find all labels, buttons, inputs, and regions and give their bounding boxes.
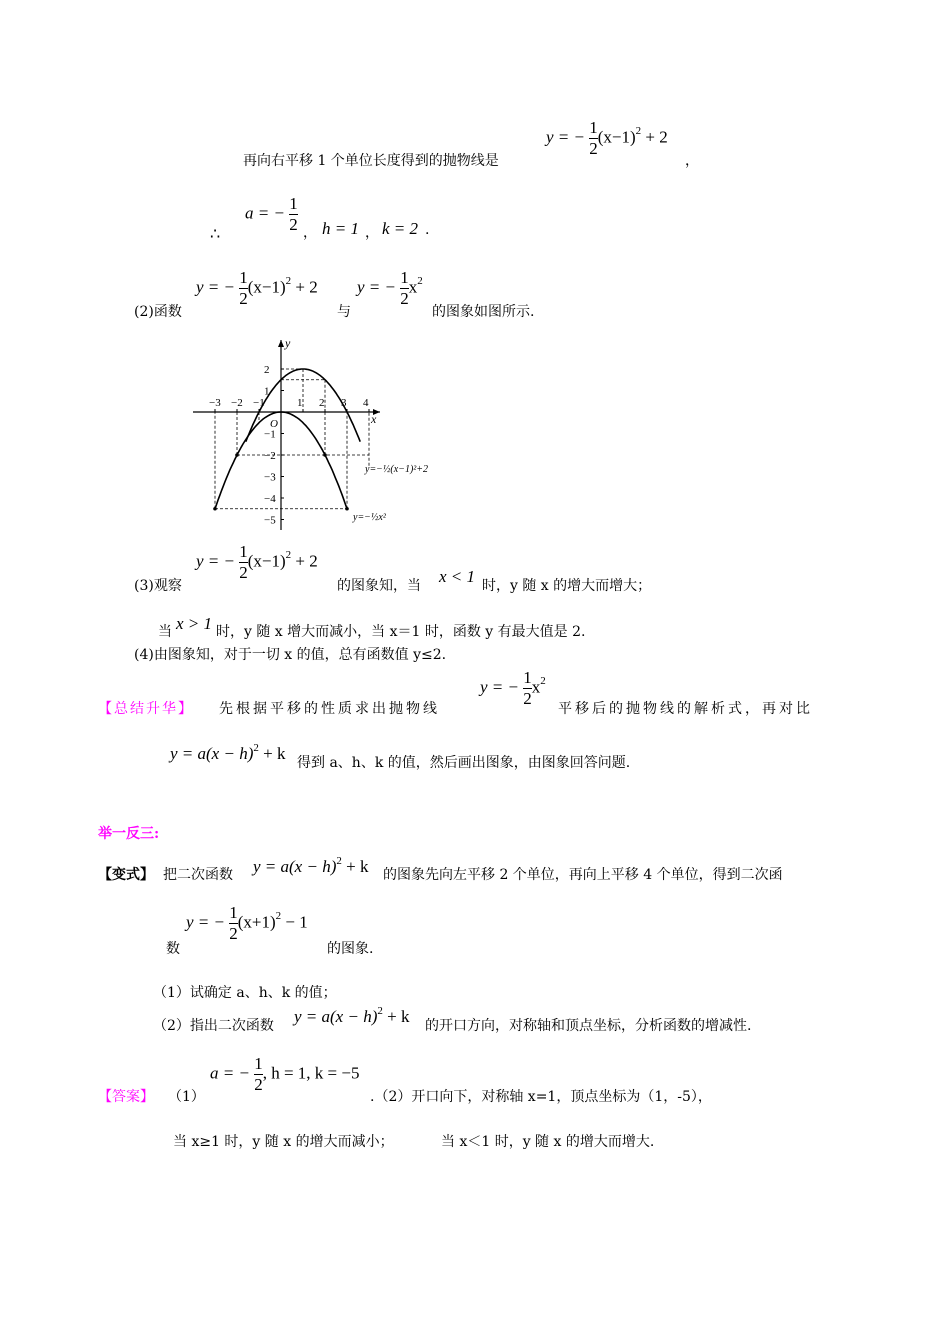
part3b-text: 时，y 随 x 增大而减小，当 x＝1 时，函数 y 有最大值是 2. xyxy=(216,624,586,640)
summary-den: 2 xyxy=(523,689,532,708)
line1-exp: 2 xyxy=(635,125,642,138)
part3-mid: 的图象知，当 xyxy=(337,578,421,594)
y-tick-label-3: −2 xyxy=(264,450,276,462)
answer-line2a: 当 x≥1 时，y 随 x 的增大而减小； xyxy=(173,1134,394,1150)
summary-num: 1 xyxy=(523,668,532,687)
therefore-symbol: ∴ xyxy=(210,224,221,243)
question-2-prefix: （2）指出二次函数 xyxy=(153,1018,274,1034)
question-2-suffix: 的开口方向，对称轴和顶点坐标，分析函数的增减性. xyxy=(425,1018,752,1034)
part3-formula xyxy=(196,542,318,583)
part2-connector: 与 xyxy=(337,304,351,320)
part2-f1-den: 2 xyxy=(239,289,248,308)
line1-frac xyxy=(589,118,598,159)
variant-exp: 2 xyxy=(336,855,342,867)
part3-label: (3)观察 xyxy=(134,578,182,594)
variant-den: 2 xyxy=(229,924,238,943)
y-tick-label-1: 1 xyxy=(264,385,270,398)
summary-tag: 【总结升华】 xyxy=(98,701,194,717)
line1-comma: ， xyxy=(685,153,699,169)
line2-sep1: ， xyxy=(303,225,317,241)
part2-f2-lhs: y = − xyxy=(357,277,396,297)
summary-text2: 平移后的抛物线的解析式，再对比 xyxy=(558,701,813,717)
line2-a-den: 2 xyxy=(289,215,298,234)
variant-exp2: 2 xyxy=(275,910,282,923)
part3-den: 2 xyxy=(239,563,248,582)
line1-num: 1 xyxy=(589,118,598,137)
y-tick-label-5: −4 xyxy=(264,493,276,505)
part2-formula2 xyxy=(357,268,423,309)
curve1-label: y=−½(x−1)²+2 xyxy=(365,464,429,475)
x-axis-label: x xyxy=(371,412,377,426)
part2-f1-num: 1 xyxy=(239,268,248,287)
summary-f-lhs: y = − xyxy=(480,677,519,697)
key-point-2 xyxy=(213,507,217,511)
line2-a-lhs: a = − xyxy=(245,203,285,223)
part2-f1-tail: (x−1) xyxy=(247,277,286,297)
line1-lhs: y = − xyxy=(546,127,585,147)
parabola-graph xyxy=(185,335,475,535)
summary-line2-f: y = a(x − h) xyxy=(170,744,254,763)
part2-f1-exp: 2 xyxy=(285,275,292,288)
summary-line2-end: + k xyxy=(258,744,286,763)
variant-line2-prefix: 数 xyxy=(166,941,180,957)
variant-end2: − 1 xyxy=(281,912,308,932)
part3-f-lhs: y = − xyxy=(196,551,235,571)
answer-num: 1 xyxy=(254,1054,263,1073)
answer-p1: （1） xyxy=(168,1089,205,1105)
y-tick-label-4: −3 xyxy=(264,471,276,484)
part3-tail: (x−1) xyxy=(247,551,286,571)
y-tick-label-6: −5 xyxy=(264,514,276,527)
variant-tail: (x+1) xyxy=(237,912,276,932)
part3-num: 1 xyxy=(239,542,248,561)
part2-f2-exp: 2 xyxy=(417,275,423,288)
curve2-label: y=−½x² xyxy=(353,512,386,523)
question-1: （1）试确定 a、h、k 的值； xyxy=(153,985,337,1001)
answer-den: 2 xyxy=(254,1075,263,1094)
variant-f-lhs: y = − xyxy=(186,912,225,932)
line2-end: . xyxy=(425,222,430,238)
key-point-1 xyxy=(323,453,327,457)
x-tick-label-3: 1 xyxy=(297,397,303,409)
line2-k: k = 2 xyxy=(382,219,419,238)
part2-f1-lhs: y = − xyxy=(196,277,235,297)
part4-text: (4)由图象知，对于一切 x 的值，总有函数值 y≤2. xyxy=(134,647,447,663)
key-point-3 xyxy=(345,507,349,511)
answer-line2b: 当 x＜1 时，y 随 x 的增大而增大. xyxy=(441,1134,655,1150)
summary-line2-text: 得到 a、h、k 的值，然后画出图象，由图象回答问题. xyxy=(297,755,631,771)
line2-a xyxy=(245,194,298,235)
answer-frac xyxy=(254,1054,263,1095)
line1-tail: (x−1) xyxy=(597,127,636,147)
q2-exp: 2 xyxy=(377,1005,383,1017)
part2-f2-tail: x xyxy=(408,277,418,297)
variant-num: 1 xyxy=(229,903,238,922)
summary-line2-formula xyxy=(170,744,285,764)
part3-end: + 2 xyxy=(291,551,318,571)
part2-suffix: 的图象如图所示. xyxy=(432,304,535,320)
x-tick-label-5: 3 xyxy=(341,397,347,409)
q2-f: y = a(x − h) xyxy=(294,1007,378,1026)
line1-formula xyxy=(546,118,668,159)
summary-tail: x xyxy=(531,677,541,697)
x-tick-label-2: −1 xyxy=(253,397,265,409)
line2-sep2: ， xyxy=(365,225,379,241)
variant-frac xyxy=(229,903,238,944)
line1-den: 2 xyxy=(589,139,598,158)
line1-end: + 2 xyxy=(641,127,668,147)
part2-f2-num: 1 xyxy=(400,268,409,287)
part3b-prefix: 当 xyxy=(158,624,172,640)
variant-line2-suffix: 的图象. xyxy=(327,941,374,957)
line2-h: h = 1 xyxy=(322,219,359,238)
summary-formula xyxy=(480,668,546,709)
part2-f2-frac xyxy=(400,268,409,309)
x-tick-label-1: −2 xyxy=(231,397,243,409)
answer-formula xyxy=(210,1054,359,1095)
y-axis-label: y xyxy=(285,336,291,350)
y-axis-arrow xyxy=(278,340,284,347)
part3-cond: x < 1 xyxy=(439,567,476,586)
variant-line2-formula xyxy=(186,903,308,944)
part2-f1-end: + 2 xyxy=(291,277,318,297)
y-tick-label-2: −1 xyxy=(264,428,276,441)
q2-end: + k xyxy=(382,1007,410,1026)
part2-f1-frac xyxy=(239,268,248,309)
variant-text2: 的图象先向左平移 2 个单位，再向上平移 4 个单位，得到二次函 xyxy=(383,867,783,883)
answer-p2: .（2）开口向下，对称轴 x=1，顶点坐标为（1，-5）， xyxy=(370,1089,712,1105)
variant-formula xyxy=(253,857,368,877)
part2-f2-den: 2 xyxy=(400,289,409,308)
variant-text1: 把二次函数 xyxy=(163,867,233,883)
part3-exp: 2 xyxy=(285,549,292,562)
line2-a-num: 1 xyxy=(289,194,298,213)
origin-label: O xyxy=(270,418,278,430)
variant-f: y = a(x − h) xyxy=(253,857,337,876)
key-point-0 xyxy=(235,453,239,457)
question-2-formula xyxy=(294,1007,409,1027)
answer-tag: 【答案】 xyxy=(98,1089,154,1105)
summary-text: 先根据平移的性质求出抛物线 xyxy=(219,701,440,717)
answer-rest: , h = 1, k = −5 xyxy=(262,1063,360,1083)
variant-tag: 【变式】 xyxy=(98,867,154,883)
x-tick-label-0: −3 xyxy=(209,397,221,409)
practice-heading: 举一反三: xyxy=(98,826,160,842)
line2-a-frac xyxy=(289,194,298,235)
summary-exp: 2 xyxy=(540,675,546,688)
answer-a-lhs: a = − xyxy=(210,1063,250,1083)
part2-formula1 xyxy=(196,268,318,309)
part3-result: 时，y 随 x 的增大而增大； xyxy=(482,578,652,594)
part2-label: (2)函数 xyxy=(134,304,182,320)
line1-text: 再向右平移 1 个单位长度得到的抛物线是 xyxy=(243,153,499,169)
y-tick-label-0: 2 xyxy=(264,364,270,376)
variant-end: + k xyxy=(341,857,369,876)
summary-frac xyxy=(523,668,532,709)
summary-line2-exp: 2 xyxy=(253,742,259,754)
x-tick-label-4: 2 xyxy=(319,397,325,409)
part3b-cond: x > 1 xyxy=(176,614,213,633)
x-tick-label-6: 4 xyxy=(363,397,369,409)
part3-frac xyxy=(239,542,248,583)
